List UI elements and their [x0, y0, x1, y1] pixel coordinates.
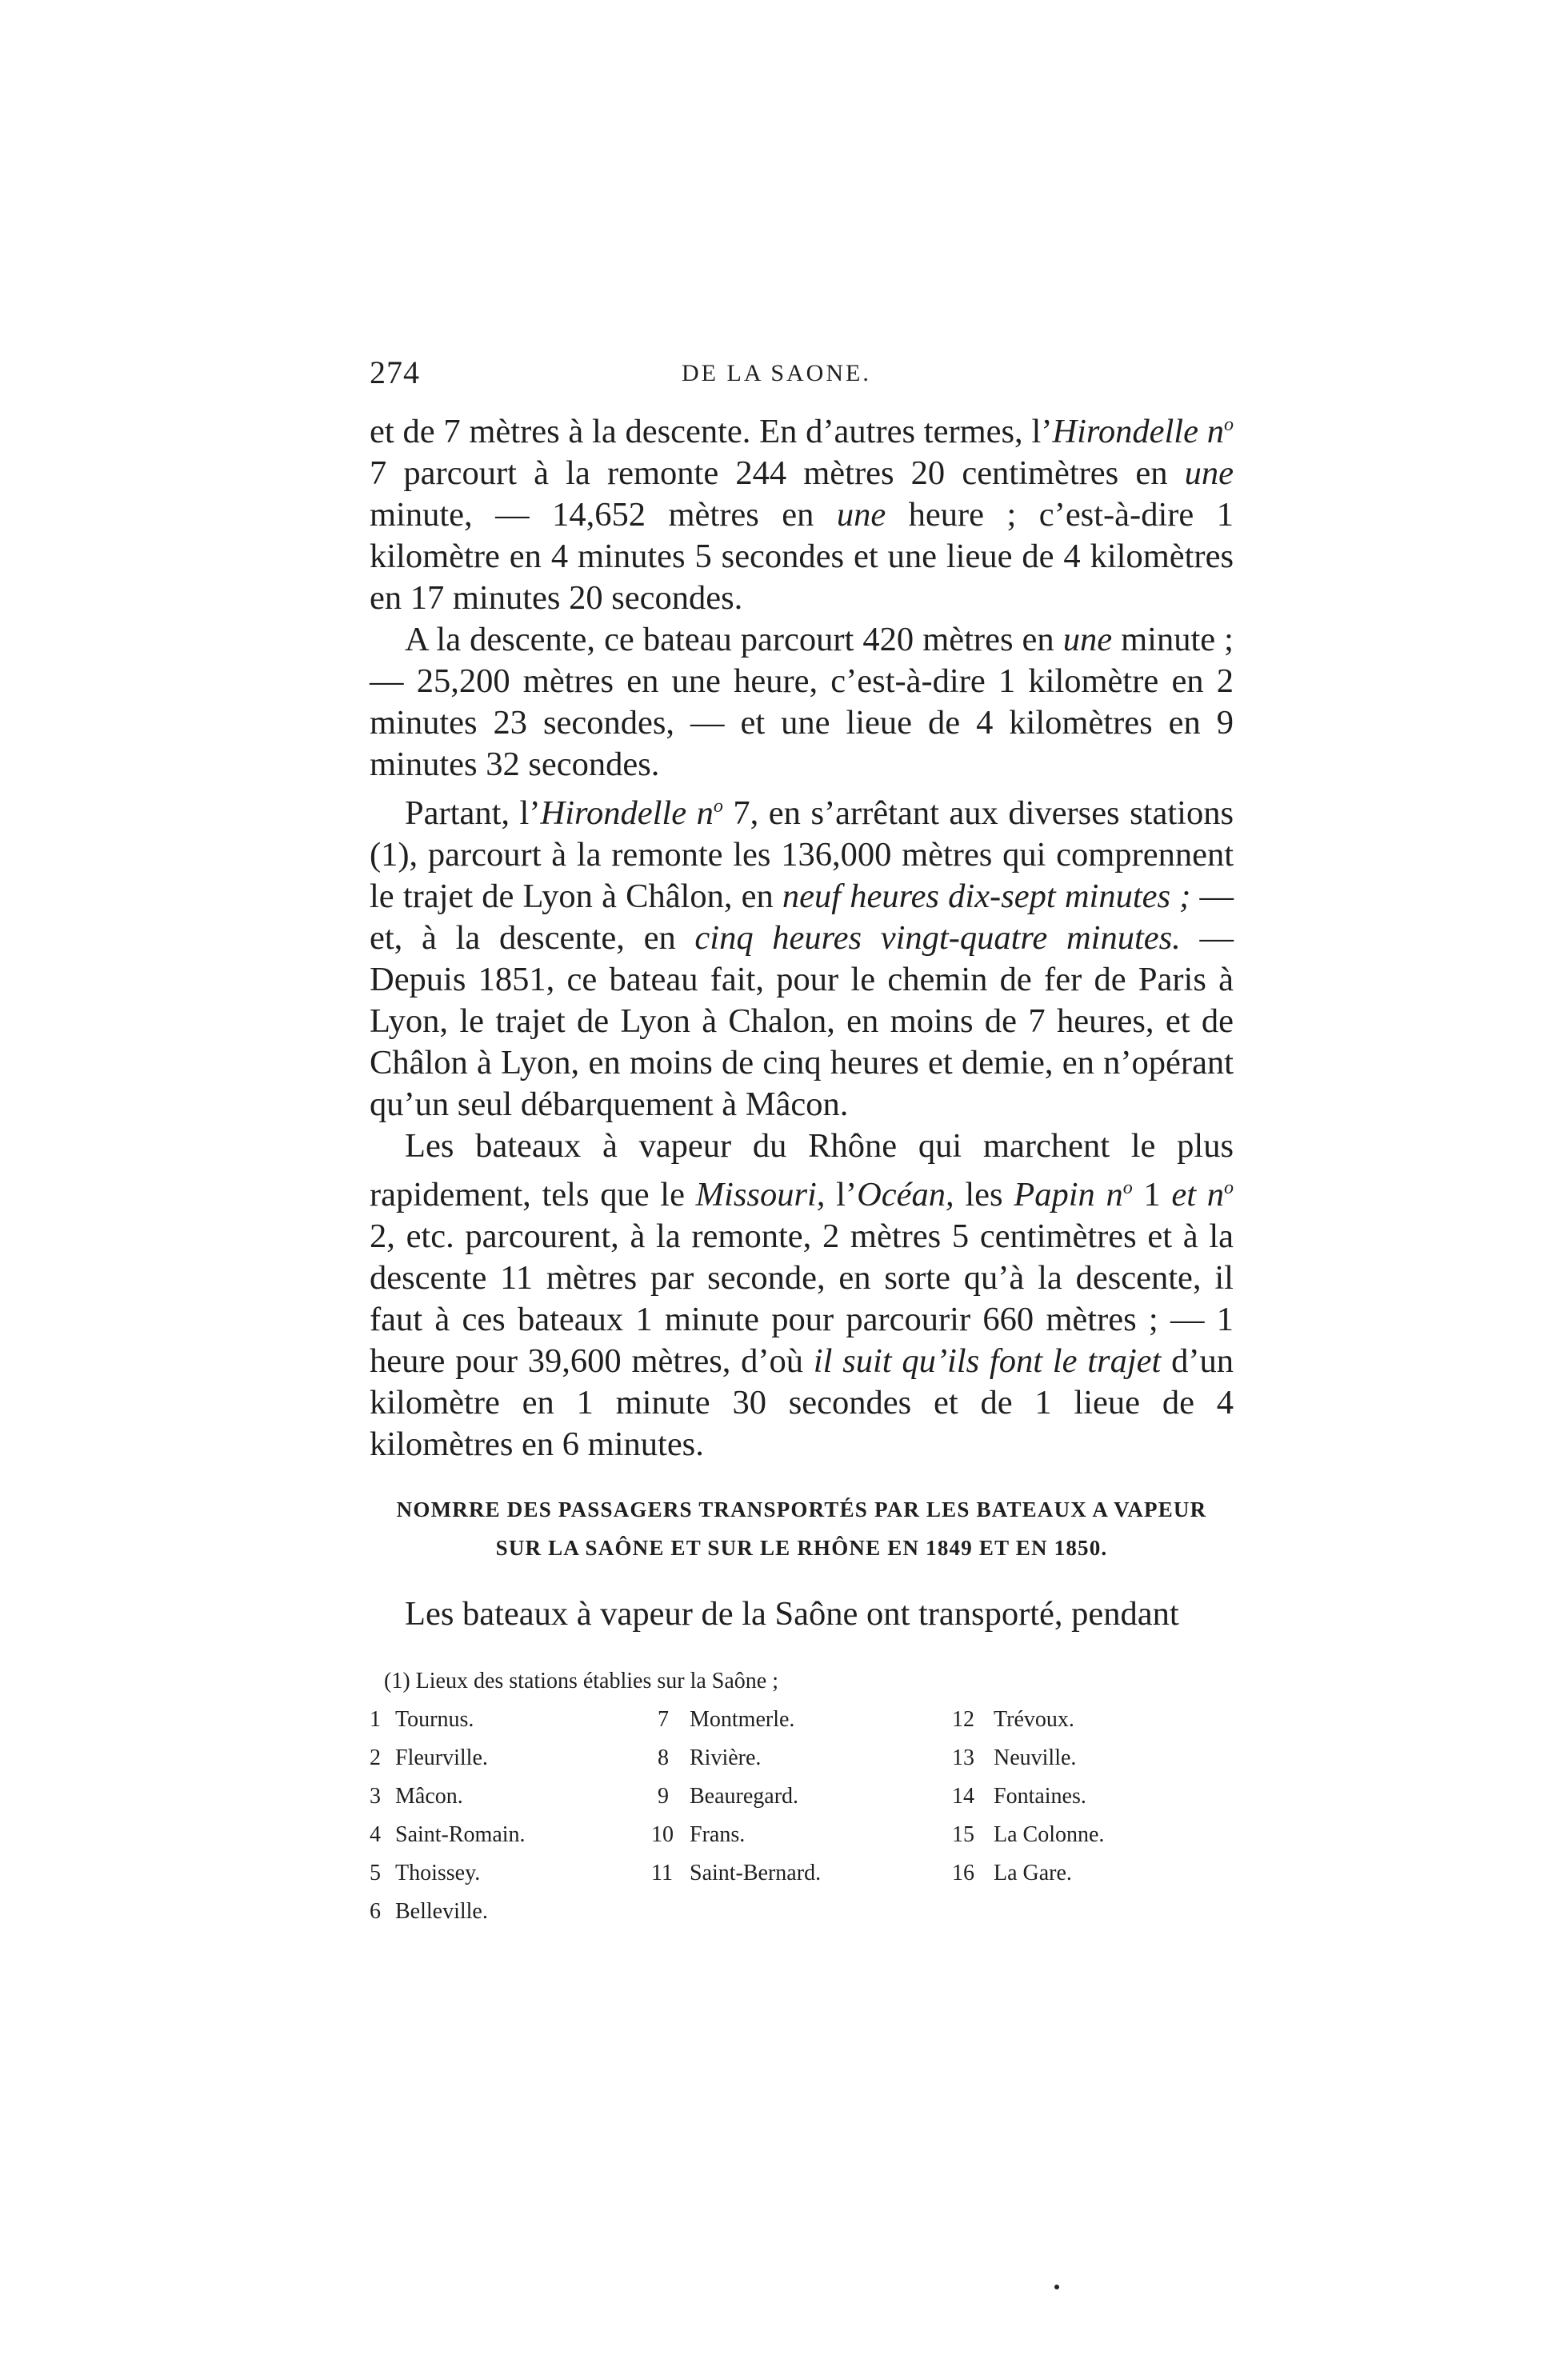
superscript: o: [1122, 1178, 1133, 1199]
paragraph-1: [370, 404, 1234, 619]
text-run-italic: une: [836, 496, 886, 534]
text-run-italic: cinq heures vingt-quatre minutes.: [694, 919, 1181, 958]
station-item: 13 Neuville.: [952, 1745, 1077, 1770]
text-run: Les bateaux à vapeur du Rhône qui marchent le plus rapidement, tels que le: [370, 1127, 1234, 1214]
station-item: 8 Rivière.: [658, 1745, 762, 1770]
text-run-italic: une: [1184, 454, 1234, 493]
station-item: 2 Fleurville.: [370, 1745, 488, 1770]
paragraph-4: [370, 1126, 1234, 1465]
station-item: 15 La Colonne.: [952, 1822, 1105, 1847]
station-item: 5 Thoissey.: [370, 1861, 481, 1885]
footnote: [370, 1662, 1234, 1933]
text-run-italic: il suit qu’ils font le trajet: [813, 1342, 1162, 1381]
station-item: 4 Saint-Romain.: [370, 1822, 526, 1847]
page-number: 274: [370, 354, 420, 390]
station-item: 14 Fontaines.: [952, 1784, 1086, 1809]
section-heading-line-1: NOMRRE DES PASSAGERS TRANSPORTÉS PAR LES BATEAUX A VAPEUR: [396, 1497, 1207, 1521]
text-run-italic: neuf heures dix-sept minutes ;: [782, 878, 1191, 916]
text-run-italic: et n: [1171, 1176, 1224, 1214]
station-item: 6 Belleville.: [370, 1899, 488, 1924]
text-run-italic: Océan,: [857, 1176, 954, 1214]
paragraph-3: [370, 786, 1234, 1126]
station-item: 9 Beauregard.: [658, 1784, 799, 1809]
station-item: 11 Saint-Bernard.: [651, 1861, 822, 1885]
footnote-title: (1) Lieux des stations établies sur la Saône ;: [384, 1669, 778, 1693]
station-item: 16 La Gare.: [952, 1861, 1072, 1885]
station-item: 12 Trévoux.: [952, 1707, 1074, 1732]
text-run: minute ; — 25,200 mètres en une heure, c’est-à-dire 1 kilomètre en 2 minutes 23 secondes, — et une lieue de 4 kilomètres en 9 minutes 32 secondes.: [370, 621, 1234, 784]
section-heading-line-2: SUR LA SAÔNE ET SUR LE RHÔNE EN 1849 ET EN 1850.: [495, 1536, 1108, 1560]
station-item: 7 Montmerle.: [658, 1707, 795, 1732]
ink-speck: [1054, 2285, 1059, 2289]
text-run: d’un kilomètre en 1 minute 30 secondes et de 1 lieue de 4 kilomètres en 6 minutes.: [370, 1342, 1234, 1464]
station-item: 3 Mâcon.: [370, 1784, 463, 1809]
paragraph-5: Les bateaux à vapeur de la Saône ont transporté, pendant: [405, 1595, 1179, 1633]
text-run: les: [954, 1176, 1014, 1214]
text-run: 7 parcourt à la remonte 244 mètres 20 centimètres en: [370, 454, 1185, 493]
paragraph-2: [370, 619, 1234, 786]
text-run: — Depuis 1851, ce bateau fait, pour le chemin de fer de Paris à Lyon, le trajet de Lyon à Chalon, en moins de 7 heures, et de Châlon à Lyon, en moins de cinq heures et demie, en n’opérant qu’un seul débarquement à Mâcon.: [370, 919, 1234, 1124]
text-run: 7, en s’arrêtant aux diverses stations (1), parcourt à la remonte les 136,000 mètres qui comprennent le trajet de Lyon à Châlon, en: [370, 794, 1234, 916]
stations-list: [370, 1701, 1234, 1933]
text-run-italic: Hirondelle n: [540, 794, 714, 833]
page-header: [370, 354, 1234, 395]
text-run-italic: Papin n: [1014, 1176, 1123, 1214]
text-run: minute, — 14,652 mètres en: [370, 496, 837, 534]
text-run: A la descente, ce bateau parcourt 420 mètres en: [405, 621, 1063, 659]
text-run-italic: une: [1062, 621, 1113, 659]
text-run: heure ; c’est-à-dire 1 kilomètre en 4 minutes 5 secondes et une lieue de 4 kilomètres en 17 minutes 20 secondes.: [370, 496, 1234, 618]
station-item: 10 Frans.: [651, 1822, 746, 1847]
text-run-italic: Missouri,: [695, 1176, 826, 1214]
superscript: o: [1224, 1178, 1234, 1199]
text-run: l’: [825, 1176, 858, 1214]
body-text: [370, 404, 1234, 1465]
text-run-italic: Hirondelle n: [1052, 413, 1224, 451]
text-run: Partant, l’: [405, 794, 541, 833]
superscript: o: [713, 796, 723, 818]
station-item: 1 Tournus.: [370, 1707, 474, 1732]
text-run: 2, etc. parcourent, à la remonte, 2 mètres 5 centimètres et à la descente 11 mètres par seconde, en sorte qu’à la descente, il faut à ces bateaux 1 minute pour parcourir 660 mètres ; — 1 heure pour 39,600 mètres, d’où: [370, 1217, 1234, 1381]
section-heading: [364, 1490, 1239, 1567]
running-head: DE LA SAONE.: [682, 360, 871, 386]
text-run: — et, à la descente, en: [370, 878, 1234, 958]
superscript: o: [1224, 414, 1234, 435]
text-run: 1: [1132, 1176, 1172, 1214]
text-run: et de 7 mètres à la descente. En d’autres termes, l’: [370, 413, 1053, 451]
